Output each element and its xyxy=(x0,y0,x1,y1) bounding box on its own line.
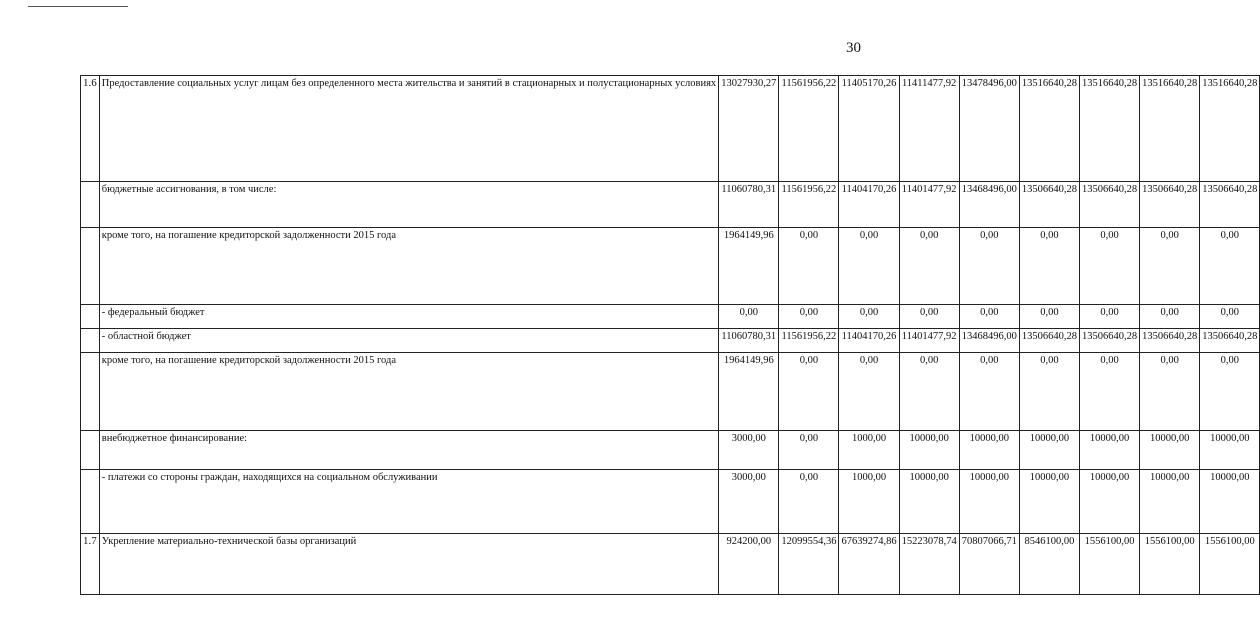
value-cell: 3000,00 xyxy=(719,431,779,470)
value-cell: 0,00 xyxy=(1019,305,1079,329)
value-cell: 13478496,00 xyxy=(959,76,1019,182)
value-cell: 13027930,27 xyxy=(719,76,779,182)
value-cell: 13506640,28 xyxy=(1079,329,1139,353)
value-cell: 0,00 xyxy=(1200,353,1260,431)
value-cell: 0,00 xyxy=(1140,305,1200,329)
value-cell: 0,00 xyxy=(959,228,1019,305)
value-cell: 10000,00 xyxy=(959,470,1019,534)
value-cell: 0,00 xyxy=(1079,305,1139,329)
budget-table xyxy=(80,75,1260,595)
row-label-cell: - областной бюджет xyxy=(99,329,718,353)
value-cell: 0,00 xyxy=(1140,353,1200,431)
value-cell: 0,00 xyxy=(779,353,839,431)
value-cell: 0,00 xyxy=(899,305,959,329)
value-cell: 1556100,00 xyxy=(1079,534,1139,595)
value-cell: 67639274,86 xyxy=(839,534,899,595)
value-cell: 11411477,92 xyxy=(899,76,959,182)
row-number-cell: 1.7 xyxy=(81,534,100,595)
value-cell: 13506640,28 xyxy=(1140,182,1200,228)
value-cell: 0,00 xyxy=(839,305,899,329)
row-label-cell: - федеральный бюджет xyxy=(99,305,718,329)
value-cell: 0,00 xyxy=(1200,228,1260,305)
value-cell: 13468496,00 xyxy=(959,329,1019,353)
row-label-cell: - платежи со стороны граждан, находящихся на социальном обслуживании xyxy=(99,470,718,534)
value-cell: 11060780,31 xyxy=(719,182,779,228)
value-cell: 0,00 xyxy=(779,431,839,470)
value-cell: 0,00 xyxy=(1019,353,1079,431)
value-cell: 0,00 xyxy=(899,353,959,431)
value-cell: 0,00 xyxy=(1079,353,1139,431)
value-cell: 11561956,22 xyxy=(779,329,839,353)
row-label-cell: Предоставление социальных услуг лицам без определенного места жительства и занятий в стационарных и полустационарных условиях xyxy=(99,76,718,182)
table-row xyxy=(81,76,1260,182)
row-number-cell xyxy=(81,470,100,534)
row-number-cell xyxy=(81,305,100,329)
row-label-cell: кроме того, на погашение кредиторской задолженности 2015 года xyxy=(99,353,718,431)
value-cell: 13516640,28 xyxy=(1079,76,1139,182)
table-row xyxy=(81,182,1260,228)
value-cell: 1556100,00 xyxy=(1140,534,1200,595)
value-cell: 13516640,28 xyxy=(1200,76,1260,182)
row-number-cell xyxy=(81,228,100,305)
value-cell: 924200,00 xyxy=(719,534,779,595)
value-cell: 13516640,28 xyxy=(1019,76,1079,182)
value-cell: 0,00 xyxy=(719,305,779,329)
value-cell: 10000,00 xyxy=(1079,470,1139,534)
value-cell: 0,00 xyxy=(1140,228,1200,305)
table-row xyxy=(81,228,1260,305)
table-row xyxy=(81,305,1260,329)
value-cell: 10000,00 xyxy=(1140,431,1200,470)
row-number-cell: 1.6 xyxy=(81,76,100,182)
value-cell: 15223078,74 xyxy=(899,534,959,595)
value-cell: 1000,00 xyxy=(839,431,899,470)
value-cell: 10000,00 xyxy=(1019,431,1079,470)
table-row xyxy=(81,534,1260,595)
value-cell: 11404170,26 xyxy=(839,182,899,228)
value-cell: 10000,00 xyxy=(959,431,1019,470)
value-cell: 1556100,00 xyxy=(1200,534,1260,595)
value-cell: 13506640,28 xyxy=(1200,329,1260,353)
header-rule xyxy=(28,6,128,7)
table-row xyxy=(81,431,1260,470)
value-cell: 13506640,28 xyxy=(1200,182,1260,228)
value-cell: 11405170,26 xyxy=(839,76,899,182)
value-cell: 0,00 xyxy=(899,228,959,305)
value-cell: 13506640,28 xyxy=(1079,182,1139,228)
value-cell: 11401477,92 xyxy=(899,329,959,353)
value-cell: 13506640,28 xyxy=(1019,329,1079,353)
value-cell: 1964149,96 xyxy=(719,353,779,431)
value-cell: 10000,00 xyxy=(899,431,959,470)
value-cell: 13516640,28 xyxy=(1140,76,1200,182)
value-cell: 0,00 xyxy=(779,470,839,534)
value-cell: 0,00 xyxy=(1200,305,1260,329)
page-number: 30 xyxy=(846,40,861,56)
value-cell: 0,00 xyxy=(779,228,839,305)
value-cell: 0,00 xyxy=(779,305,839,329)
row-label-cell: внебюджетное финансирование: xyxy=(99,431,718,470)
value-cell: 10000,00 xyxy=(1079,431,1139,470)
row-label-cell: Укрепление материально-технической базы организаций xyxy=(99,534,718,595)
value-cell: 10000,00 xyxy=(1200,470,1260,534)
value-cell: 0,00 xyxy=(839,228,899,305)
row-label-cell: кроме того, на погашение кредиторской задолженности 2015 года xyxy=(99,228,718,305)
table-row xyxy=(81,470,1260,534)
row-label-cell: бюджетные ассигнования, в том числе: xyxy=(99,182,718,228)
value-cell: 1000,00 xyxy=(839,470,899,534)
value-cell: 11404170,26 xyxy=(839,329,899,353)
row-number-cell xyxy=(81,431,100,470)
value-cell: 70807066,71 xyxy=(959,534,1019,595)
value-cell: 10000,00 xyxy=(1140,470,1200,534)
value-cell: 0,00 xyxy=(1019,228,1079,305)
value-cell: 13468496,00 xyxy=(959,182,1019,228)
value-cell: 0,00 xyxy=(839,353,899,431)
row-number-cell xyxy=(81,353,100,431)
table-row xyxy=(81,329,1260,353)
value-cell: 11561956,22 xyxy=(779,182,839,228)
value-cell: 3000,00 xyxy=(719,470,779,534)
value-cell: 0,00 xyxy=(959,353,1019,431)
row-number-cell xyxy=(81,182,100,228)
value-cell: 13506640,28 xyxy=(1019,182,1079,228)
value-cell: 10000,00 xyxy=(1200,431,1260,470)
value-cell: 0,00 xyxy=(959,305,1019,329)
value-cell: 10000,00 xyxy=(899,470,959,534)
row-number-cell xyxy=(81,329,100,353)
value-cell: 1964149,96 xyxy=(719,228,779,305)
table-row xyxy=(81,353,1260,431)
value-cell: 11401477,92 xyxy=(899,182,959,228)
value-cell: 11060780,31 xyxy=(719,329,779,353)
value-cell: 8546100,00 xyxy=(1019,534,1079,595)
value-cell: 10000,00 xyxy=(1019,470,1079,534)
value-cell: 13506640,28 xyxy=(1140,329,1200,353)
value-cell: 11561956,22 xyxy=(779,76,839,182)
value-cell: 0,00 xyxy=(1079,228,1139,305)
value-cell: 12099554,36 xyxy=(779,534,839,595)
